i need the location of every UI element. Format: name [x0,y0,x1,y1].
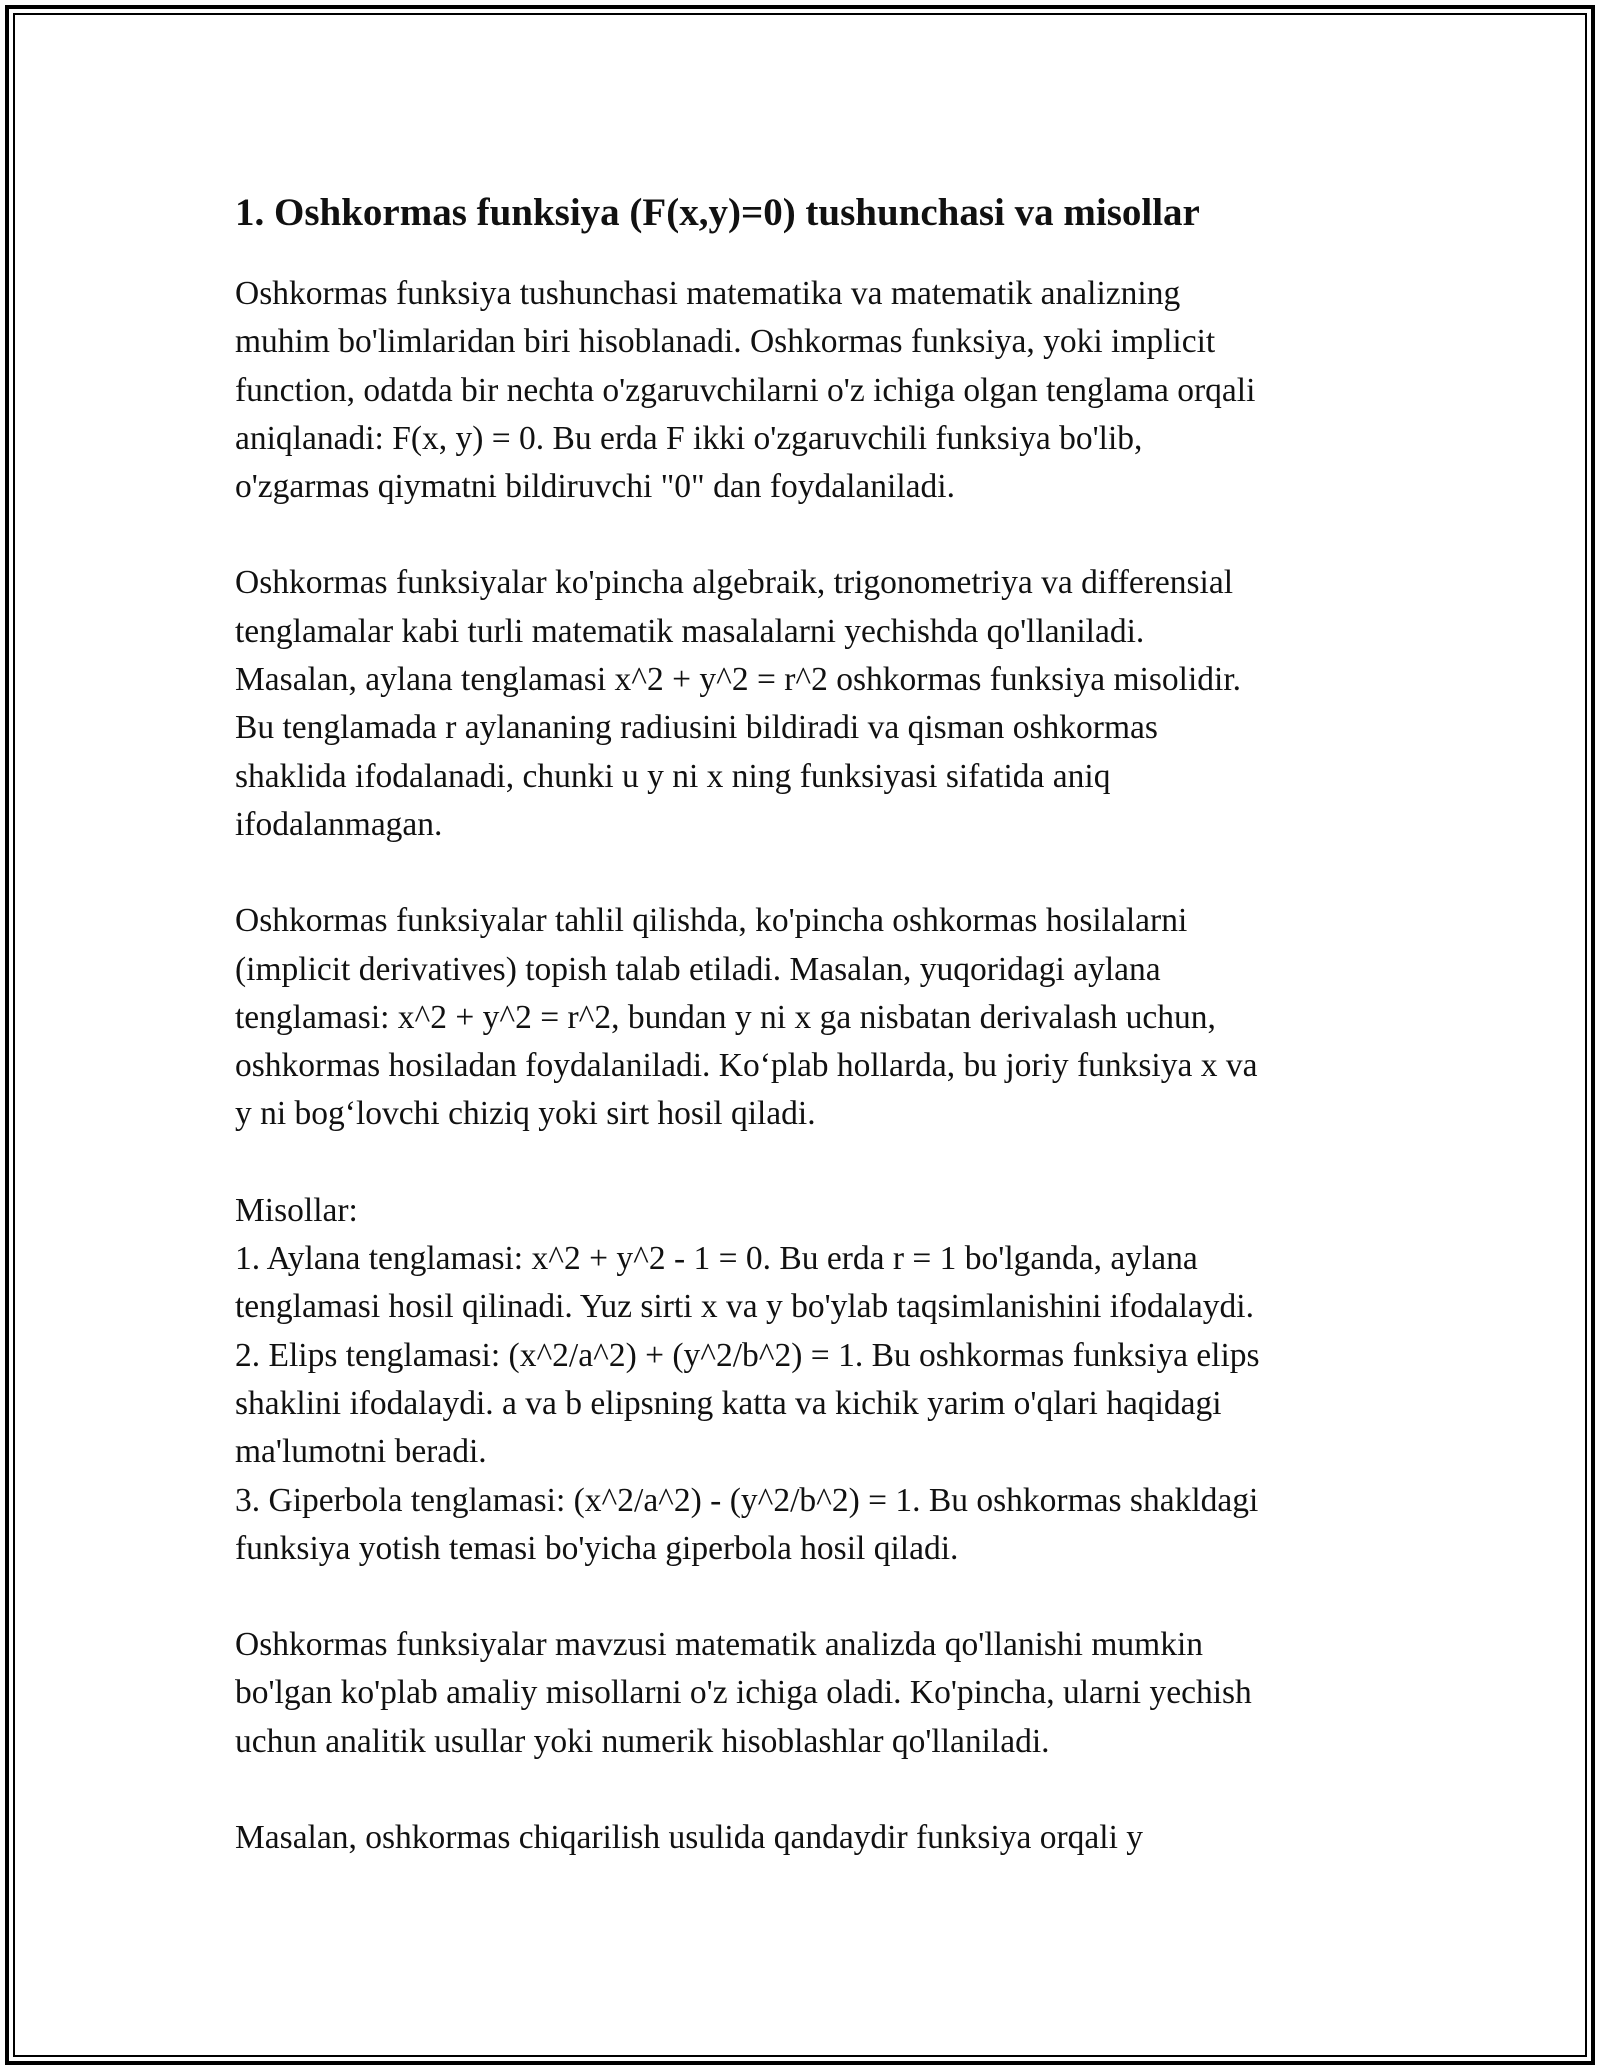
text-line: 2. Elips tenglamasi: (x^2/a^2) + (y^2/b^2) = 1. Bu oshkormas funksiya elips [235,1336,1260,1374]
text-line: y ni bog‘lovchi chiziq yoki sirt hosil qiladi. [235,1095,816,1133]
paragraph [235,1187,1365,1573]
text-line: tenglamalar kabi turli matematik masalalarni yechishda qo'llaniladi. [235,612,1145,650]
text-line: tenglamasi: x^2 + y^2 = r^2, bundan y ni x ga nisbatan derivalash uchun, [235,998,1216,1036]
text-line: uchun analitik usullar yoki numerik hisoblashlar qo'llaniladi. [235,1722,1050,1760]
text-line: Oshkormas funksiyalar tahlil qilishda, ko'pincha oshkormas hosilalarni [235,902,1188,940]
text-line: ifodalanmagan. [235,805,443,843]
text-line: (implicit derivatives) topish talab etiladi. Masalan, yuqoridagi aylana [235,950,1161,988]
text-line: 3. Giperbola tenglamasi: (x^2/a^2) - (y^2/b^2) = 1. Bu oshkormas shakldagi [235,1481,1259,1519]
paragraph [235,1814,1365,1862]
text-line: funksiya yotish temasi bo'yicha giperbola hosil qiladi. [235,1529,959,1567]
text-line: Bu tenglamada r aylananing radiusini bildiradi va qisman oshkormas [235,709,1158,747]
paragraph-list [235,270,1365,1862]
text-line: Misollar: [235,1191,358,1229]
text-line: Oshkormas funksiya tushunchasi matematika va matematik analizning [235,275,1181,312]
text-line: 1. Aylana tenglamasi: x^2 + y^2 - 1 = 0. Bu erda r = 1 bo'lganda, aylana [235,1240,1198,1278]
text-line: aniqlanadi: F(x, y) = 0. Bu erda F ikki o'zgaruvchili funksiya bo'lib, [235,419,1143,457]
paragraph [235,897,1365,1138]
text-line: bo'lgan ko'plab amaliy misollarni o'z ichiga oladi. Ko'pincha, ularni yechish [235,1674,1252,1712]
document-body [235,186,1365,1910]
text-line: Masalan, oshkormas chiqarilish usulida qandaydir funksiya orqali y [235,1819,1144,1857]
text-line: oshkormas hosiladan foydalaniladi. Ko‘plab hollarda, bu joriy funksiya x va [235,1047,1258,1085]
paragraph [235,270,1365,511]
text-line: function, odatda bir nechta o'zgaruvchilarni o'z ichiga olgan tenglama orqali [235,371,1256,409]
text-line: ma'lumotni beradi. [235,1433,487,1471]
text-line: shaklini ifodalaydi. a va b elipsning katta va kichik yarim o'qlari haqidagi [235,1384,1222,1422]
text-line: Oshkormas funksiyalar ko'pincha algebraik, trigonometriya va differensial [235,564,1234,602]
text-line: muhim bo'limlaridan biri hisoblanadi. Oshkormas funksiya, yoki implicit [235,323,1216,361]
text-line: Masalan, aylana tenglamasi x^2 + y^2 = r^2 oshkormas funksiya misolidir. [235,661,1242,699]
paragraph [235,559,1365,849]
text-line: shaklida ifodalanadi, chunki u y ni x ning funksiyasi sifatida aniq [235,757,1111,795]
text-line: tenglamasi hosil qilinadi. Yuz sirti x va y bo'ylab taqsimlanishini ifodalaydi. [235,1288,1254,1326]
text-line: o'zgarmas qiymatni bildiruvchi "0" dan foydalaniladi. [235,468,955,506]
section-heading: 1. Oshkormas funksiya (F(x,y)=0) tushunchasi va misollar [235,191,1200,234]
text-line: Oshkormas funksiyalar mavzusi matematik analizda qo'llanishi mumkin [235,1626,1204,1664]
paragraph [235,1621,1365,1766]
